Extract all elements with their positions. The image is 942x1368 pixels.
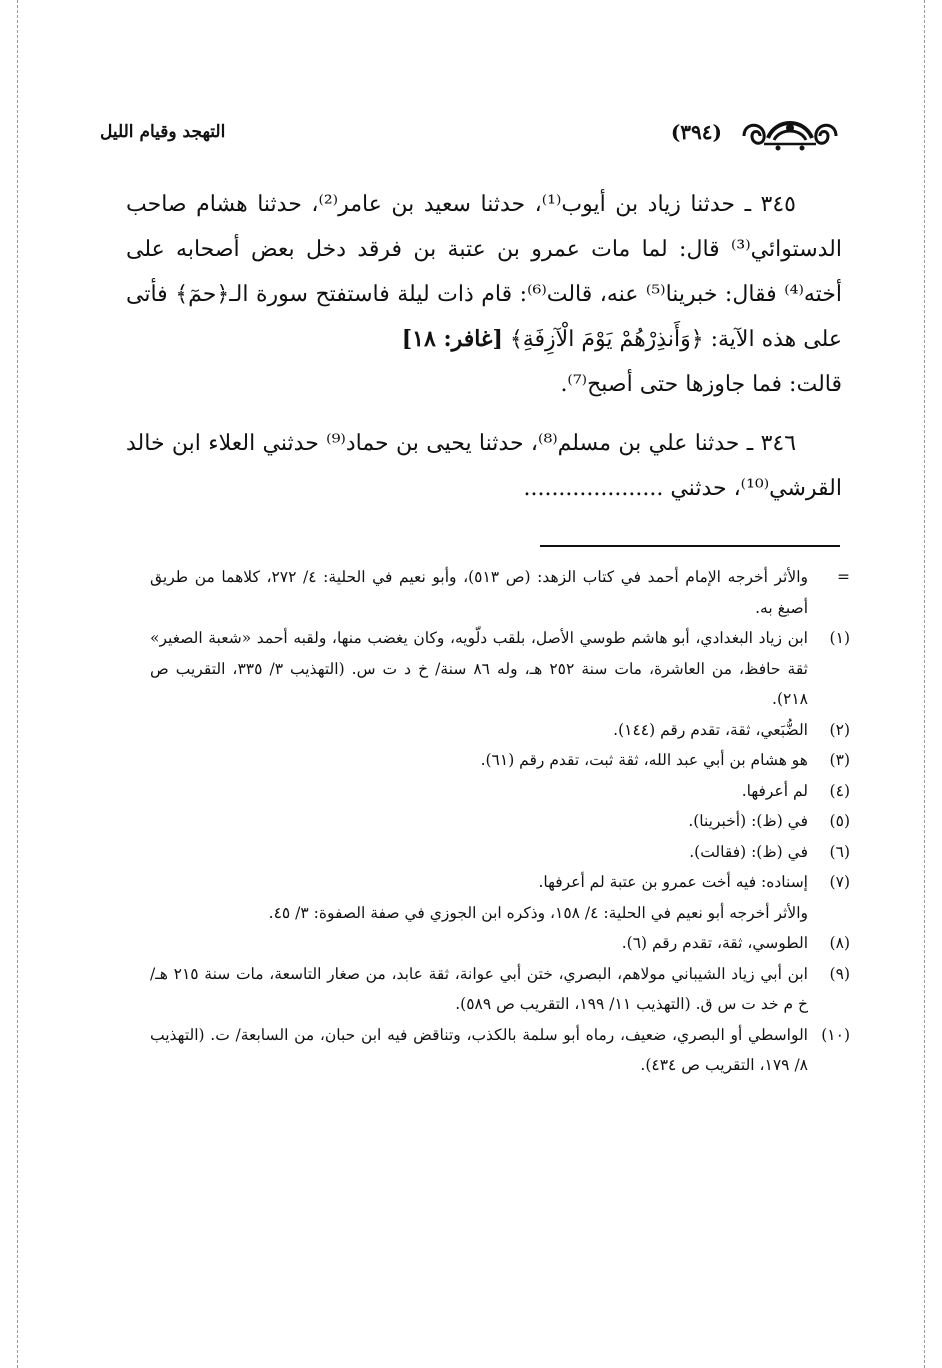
entry-345 [126,182,842,362]
footnote-marker: (٥) [829,812,850,830]
footnote-marker: (١٠) [821,1025,850,1044]
footnote-separator [540,545,840,547]
footnote-marker: = [837,568,850,586]
footnote [150,1020,850,1081]
footnote-text: الضُّبَعي، ثقة، تقدم رقم (١٤٤). [613,720,808,739]
running-title: التهجد وقيام الليل [100,122,226,142]
entry-345-text: ٣٤٥ ـ حدثنا زياد بن أيوب⁽¹⁾، حدثنا سعيد بن عامر⁽²⁾، حدثنا هشام صاحب الدستوائي⁽³⁾ قال: لما مات عمرو بن عتبة بن فرقد دخل بعض أصحابه على أخته⁽⁴⁾ فقال: خبرينا⁽⁵⁾ عنه، قالت⁽⁶⁾: قام ذات ليلة فاستفتح سورة الـ﴿حمٓ﴾ فأتى على هذه الآية: ﴿وَأَنذِرْهُمْ يَوْمَ الْآزِفَةِ﴾ [126,192,842,352]
footnote-marker: (٦) [829,842,850,861]
footnote-marker: (٤) [829,781,850,800]
footnote-marker: (٧) [829,873,850,891]
footnote-text: في (ظ): (أخبرينا). [688,812,808,830]
footnote [150,867,850,898]
footnote-extra-text: والأثر أخرجه أبو نعيم في الحلية: ٤/ ١٥٨، وذكره ابن الجوزي في صفة الصفوة: ٣/ ٤٥. [268,903,808,922]
surah-reference: [غافر: ١٨] [401,326,503,352]
footnote-marker: (٣) [829,751,850,769]
footnote-text: إسناده: فيه أخت عمرو بن عتبة لم أعرفها. [538,873,808,891]
footnote-text: الواسطي أو البصري، ضعيف، رماه أبو سلمة بالكذب، وتناقض فيه ابن حبان، من السابعة/ ت. (التهذيب ٨/ ١٧٩، التقريب ص ٤٣٤). [150,1025,808,1074]
footnote [150,959,850,1020]
entry-346 [126,421,842,511]
page-number: (٣٩٤) [670,120,722,144]
footnote [150,623,850,715]
footnote-continued [150,562,850,623]
footnotes [150,562,850,1081]
footnote [150,837,850,868]
footnote-marker: (١) [829,629,850,647]
footnote-list [150,623,850,1081]
footnote [150,715,850,746]
footnote [150,928,850,959]
main-text [126,182,842,511]
footnote-text: لم أعرفها. [741,781,808,800]
ornament-icon [740,114,840,154]
footnote-text: والأثر أخرجه الإمام أحمد في كتاب الزهد: (ص ٥١٣)، وأبو نعيم في الحلية: ٤/ ٢٧٢، كلاهما من طريق أصبغ به. [150,568,808,617]
footnote-marker: (٨) [829,934,850,952]
footnote-marker: (٢) [829,720,850,739]
page-header [100,108,840,158]
footnote-text: الطوسي، ثقة، تقدم رقم (٦). [621,934,808,952]
footnote [150,745,850,776]
footnote-text: ابن زياد البغدادي، أبو هاشم طوسي الأصل، بلقب دلّويه، وكان يغضب منها، ولقبه أحمد «شعبة الصغير» ثقة حافظ، من العاشرة، مات سنة ٢٥٢ هـ، وله ٨٦ سنة/ خ د ت س. (التهذيب ٣/ ٣٣٥، التقريب ص ٢١٨). [150,629,808,708]
entry-345-end: قالت: فما جاوزها حتى أصبح⁽⁷⁾. [560,372,842,397]
entry-346-text: ٣٤٦ ـ حدثنا علي بن مسلم⁽⁸⁾، حدثنا يحيى بن حماد⁽⁹⁾ حدثني العلاء ابن خالد القرشي⁽¹⁰⁾، حدثني [126,431,842,501]
footnote-text: ابن أبي زياد الشيباني مولاهم، البصري، ختن أبي عوانة، ثقة عابد، من صغار التاسعة، مات سنة ٢١٥ هـ/ خ م خد ت س ق. (التهذيب ١١/ ١٩٩، التقريب ص ٥٨٩). [150,964,808,1013]
footnote [150,806,850,837]
footnote [150,776,850,807]
footnote-marker: (٩) [829,964,850,983]
ellipsis-dots: .................... [523,476,664,501]
footnote-text: هو هشام بن أبي عبد الله، ثقة ثبت، تقدم رقم (٦١). [480,751,808,769]
footnote-text: في (ظ): (فقالت). [689,842,808,861]
